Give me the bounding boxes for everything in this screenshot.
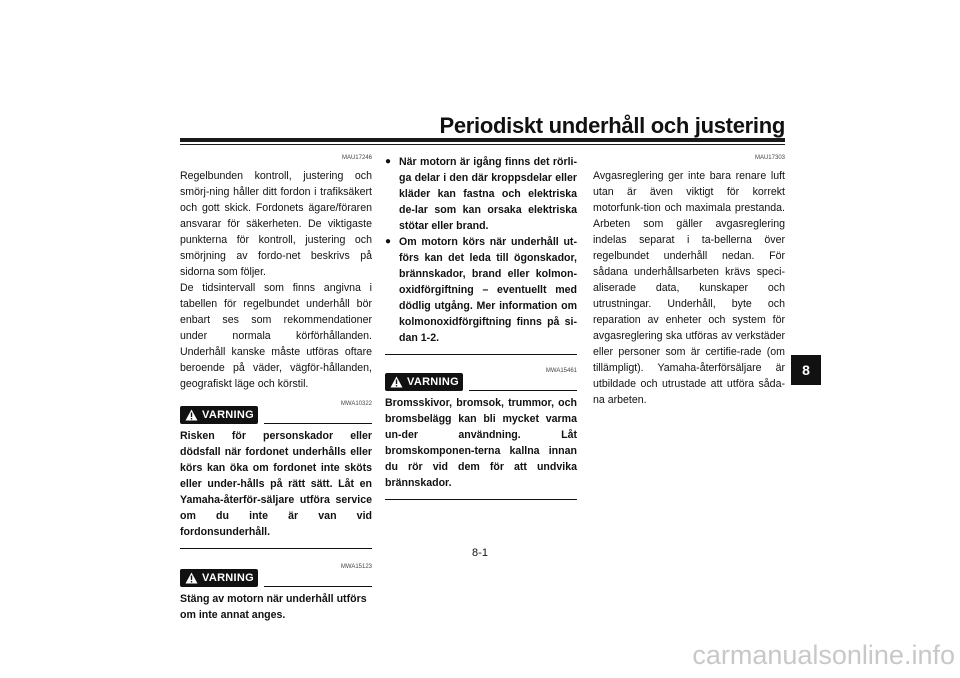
- warning-header: [385, 373, 577, 391]
- page-title: Periodiskt underhåll och justering: [439, 113, 785, 138]
- warning-badge: [180, 569, 258, 587]
- interval-paragraph: De tidsintervall som finns angivna i tabellen för regelbundet underhåll bör enbart ses som rekommendationer under normala körförhållanden. Underhåll kanske måste utföras oftare beroende på väder, vägför-hållanden, geografiskt läge och körstil.: [180, 282, 372, 390]
- warning-box: [180, 396, 372, 549]
- warning-badge: [180, 406, 258, 424]
- warning-label: VARNING: [202, 572, 255, 584]
- warning-triangle-icon: [185, 409, 198, 421]
- warning-text: Stäng av motorn när underhåll utförs om inte annat anges.: [180, 593, 367, 621]
- warning-box: [385, 363, 577, 500]
- warning-text: Risken för personskador eller dödsfall när fordonet underhålls eller körs kan öka om fordonet inte sköts eller under-hålls på rätt sätt. Låt en Yamaha-återför-säljare utföra service om du inte är van vid fordonsunderhåll.: [180, 430, 372, 538]
- warning-end-rule: [385, 499, 577, 500]
- warning-end-rule: [385, 354, 577, 355]
- column-2: [385, 154, 577, 500]
- warning-code: MWA15461: [545, 368, 577, 374]
- warning-badge: [385, 373, 463, 391]
- warning-triangle-icon: [390, 376, 403, 388]
- warning-code: MWA15123: [340, 564, 372, 570]
- header-rule-thin: [180, 144, 785, 145]
- page-number: 8-1: [472, 547, 488, 559]
- warning-header: [180, 406, 372, 424]
- column-1: [180, 150, 372, 623]
- warning-rule: [264, 423, 372, 424]
- chapter-tab: 8: [791, 355, 821, 385]
- warning-rule: [264, 586, 372, 587]
- section-code: MAU17246: [341, 155, 372, 161]
- list-item: ● Om motorn körs när underhåll ut-förs kan det leda till ögonskador, brännskador, brand eller kolmon-oxidförgiftning – eventuellt med dödlig utgång. Mer information om kolmonoxidförgiftning finns på si-dan 1-2.: [385, 234, 577, 346]
- header-rule-thick: [180, 138, 785, 142]
- watermark: carmanualsonline.info: [692, 640, 955, 670]
- warning-code: MWA10322: [340, 401, 372, 407]
- section-code: MAU17303: [754, 155, 785, 161]
- emission-paragraph: Avgasreglering ger inte bara renare luft utan är även viktigt för korrekt motorfunk-tion och maximala prestanda. Arbeten som gäller avgasreglering indelas separat i ta-bellerna över regelbundet underhåll nedan. För sådana underhållsarbeten krävs speci-aliserade data, kunskaper och utrustningar. Underhåll, byte och reparation av enheter och system för avgasreglering ska utföras av verkstäder eller personer som är certifie-rade (om tillämpligt). Yamaha-återförsäljare är utbildade och utrustade att utföra såda-na arbeten.: [593, 170, 785, 406]
- warning-text: Bromsskivor, bromsok, trummor, och bromsbelägg kan bli mycket varma un-der användning. Låt bromskomponen-terna kallna innan du rör vid dem för att undvika brännskador.: [385, 397, 577, 489]
- bullet-list: [385, 154, 577, 346]
- warning-label: VARNING: [202, 409, 255, 421]
- warning-end-rule: [180, 548, 372, 549]
- column-3: [593, 150, 785, 408]
- warning-triangle-icon: [185, 572, 198, 584]
- warning-rule: [469, 390, 577, 391]
- intro-paragraph: Regelbunden kontroll, justering och smörj-ning håller ditt fordon i trafiksäkert och gott skick. Fordonets ägare/föraren ansvarar för säkerheten. De viktigaste punkterna för kontroll, justering och smörjning av fordo-net beskrivs på sidorna som följer.: [180, 170, 372, 278]
- warning-header: [180, 569, 372, 587]
- list-item: ● När motorn är igång finns det rörli-ga delar i den där kroppsdelar eller kläder kan fastna och elektriska de-lar som kan orsaka elektriska stötar eller brand.: [385, 154, 577, 234]
- warning-box: [180, 559, 372, 623]
- warning-label: VARNING: [407, 376, 460, 388]
